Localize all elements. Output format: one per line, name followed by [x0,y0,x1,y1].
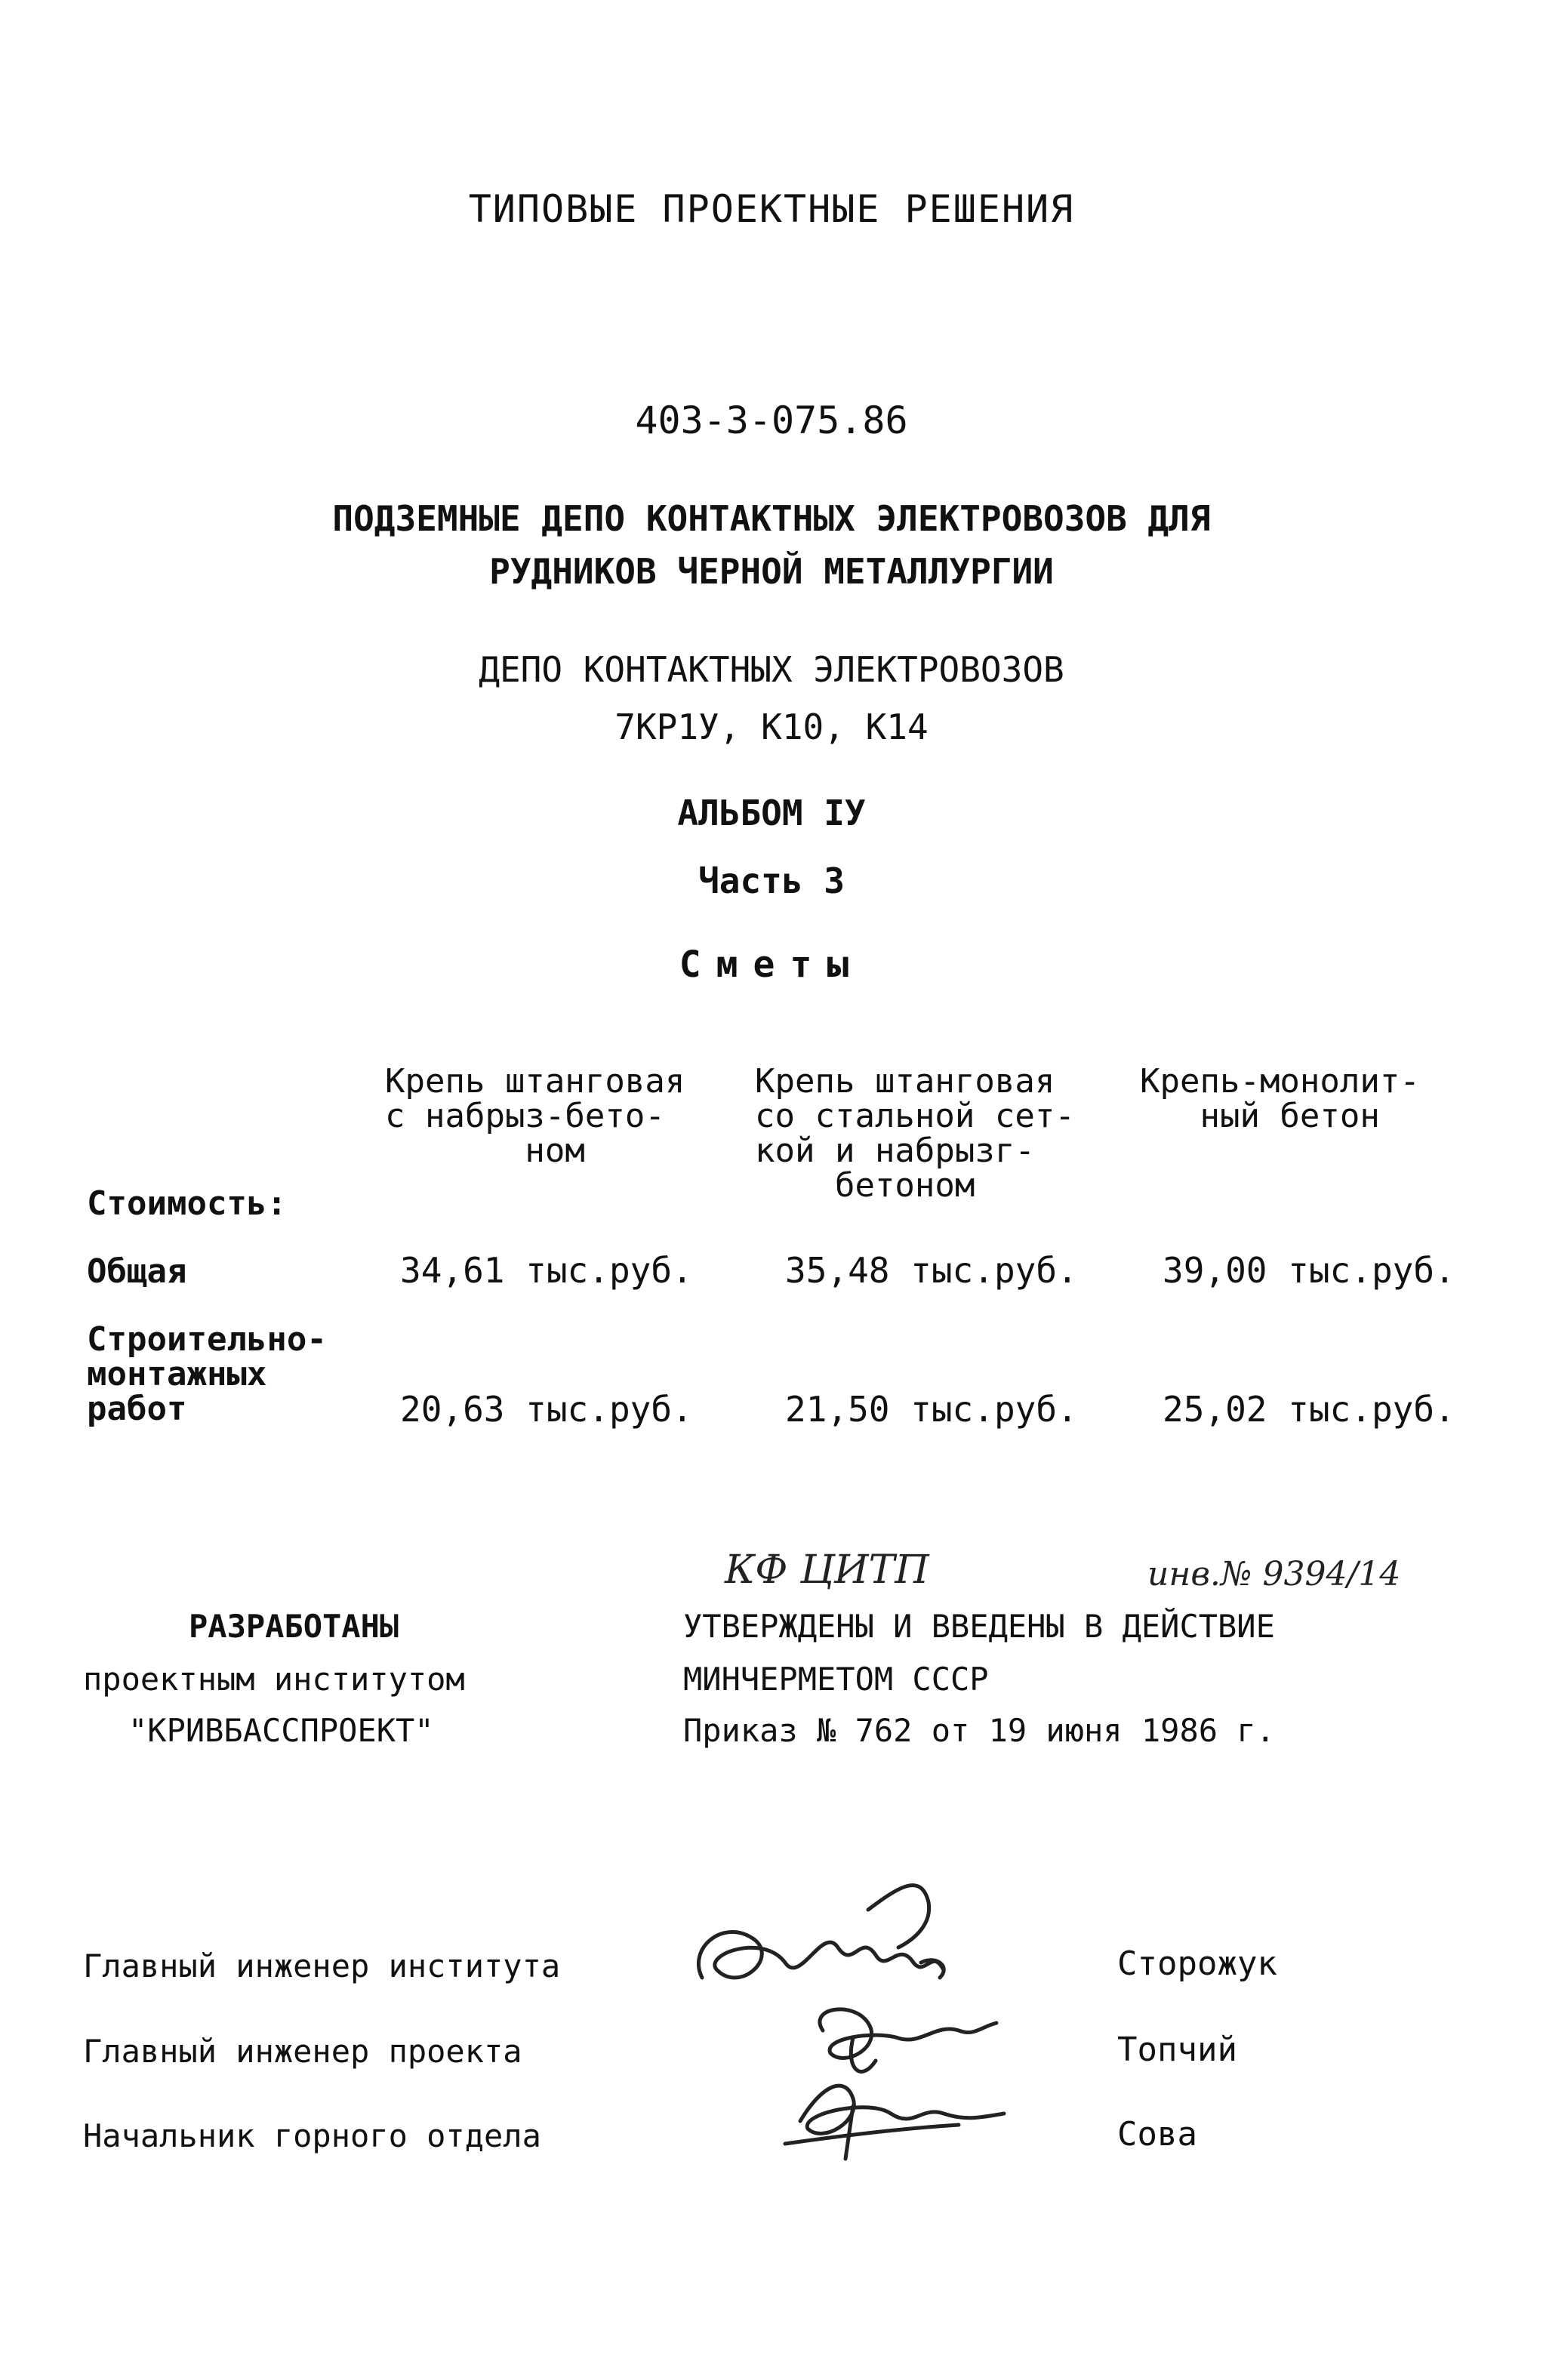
column-header-3: Крепь-монолит- ный бетон [1140,1062,1420,1135]
handwritten-signatures [672,1857,1095,2189]
signature-role-3: Начальник горного отдела [83,2117,541,2154]
row-label-total: Общая [87,1252,187,1291]
handwritten-org: КФ ЦИТП [725,1547,929,1593]
developed-line-1: РАЗРАБОТАНЫ [189,1608,399,1645]
album-label: АЛЬБОМ IУ [677,793,866,833]
cell-construction-col1: 20,63 тыс.руб. [400,1389,693,1430]
depot-title-line-2: 7КР1У, К10, К14 [614,707,929,747]
signature-name-2: Топчий [1117,2031,1237,2069]
approved-line-3: Приказ № 762 от 19 июня 1986 г. [683,1712,1275,1749]
signature-name-1: Сторожук [1117,1944,1277,1983]
cost-row-header: Стоимость: [87,1184,287,1223]
signature-role-1: Главный инженер института [83,1947,561,1984]
approved-line-1: УТВЕРЖДЕНЫ И ВВЕДЕНЫ В ДЕЙСТВИЕ [683,1608,1275,1645]
cell-construction-col2: 21,50 тыс.руб. [785,1389,1078,1430]
signature-name-3: Сова [1117,2115,1197,2154]
cell-construction-col3: 25,02 тыс.руб. [1163,1389,1455,1430]
estimates-label: Сметы [679,944,864,986]
title-line-2: РУДНИКОВ ЧЕРНОЙ МЕТАЛЛУРГИИ [489,551,1054,592]
developed-line-3: "КРИВБАССПРОЕКТ" [128,1712,434,1749]
part-label: Часть 3 [698,861,845,901]
cell-total-col3: 39,00 тыс.руб. [1163,1250,1455,1291]
depot-title-line-1: ДЕПО КОНТАКТНЫХ ЭЛЕКТРОВОЗОВ [479,649,1064,690]
developed-line-2: проектным институтом [83,1661,465,1698]
cell-total-col1: 34,61 тыс.руб. [400,1250,693,1291]
column-header-2: Крепь штанговая со стальной сет- кой и набрызг- бетоном [755,1062,1075,1205]
approved-line-2: МИНЧЕРМЕТОМ СССР [683,1661,989,1698]
column-header-1: Крепь штанговая с набрыз-бето- ном [385,1062,685,1170]
document-number: 403-3-075.86 [635,399,908,442]
cell-total-col2: 35,48 тыс.руб. [785,1250,1078,1291]
row-label-construction: Строительно- монтажных работ [87,1320,327,1428]
title-line-1: ПОДЗЕМНЫЕ ДЕПО КОНТАКТНЫХ ЭЛЕКТРОВОЗОВ ДЛЯ [332,498,1211,539]
handwritten-inventory: инв.№ 9394/14 [1147,1555,1401,1593]
document-type: ТИПОВЫЕ ПРОЕКТНЫЕ РЕШЕНИЯ [468,187,1075,231]
signature-role-2: Главный инженер проекта [83,2033,522,2070]
